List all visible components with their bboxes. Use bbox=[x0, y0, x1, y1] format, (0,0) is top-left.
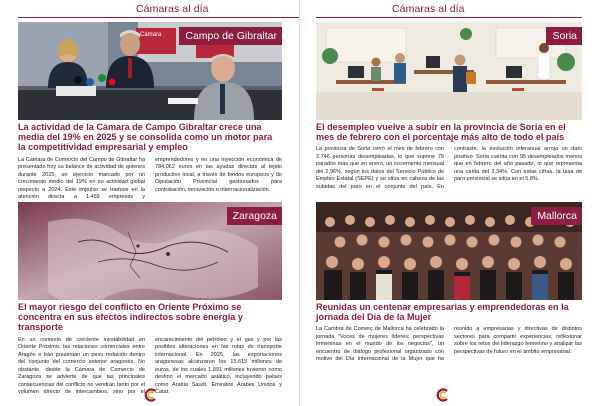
press-conference-photo bbox=[18, 22, 282, 120]
article-body: La provincia de Soria cerró el mes de febrero con 2.746 personas desempleadas, lo que supone 79 parados más que en enero, un incremento mensual del 2,96%, según los datos del Servicio Público de Empleo Estatal (SEPE) y se sitúa en cabeza de las subidas del paro en el conjunto del país. En contraste, la evolución interanual arroja un dato positivo: Soria cuenta con 95 desempleados menos que en febrero del año pasado, lo que representa una caída del 3,34%. Con estas cifras, la tasa de paro provincial se sitúa en el 5,8%. bbox=[316, 146, 582, 190]
article-title[interactable]: Reunidas un centenar empresarias y emprendedoras en la jornada del Día de la Mujer bbox=[316, 302, 569, 323]
article-campo-gibraltar bbox=[18, 22, 282, 202]
article-title[interactable]: La actividad de la Cámara de Campo Gibraltar crece una media del 19% en 2025 y se consolida como un motor para la competitividad empresarial y empleo bbox=[18, 122, 273, 153]
section-header: Cámaras al día bbox=[136, 3, 209, 15]
office-illustration bbox=[316, 22, 582, 120]
svg-text:Cámara: Cámara bbox=[140, 32, 162, 38]
article-title[interactable]: El mayor riesgo del conflicto en Oriente Próximo se concentra en sus efectos indirectos sobre energía y transporte bbox=[18, 302, 243, 333]
article-body: En un contexto de creciente inestabilidad en Oriente Próximo, las relaciones comerciales entre Aragón e Irán presentan un peso reducido dentro del conjunto del comercio exterior aragonés. No obstante, desde la Cámara de Comercio de Zaragoza se advierte de que las principales consecuencias del conflicto no vendrán tanto por el volumen directo de intercambios, sino por el encarecimiento del petróleo y el gas y por las posibles alteraciones en las rutas de transporte internacional. En 2025, las exportaciones aragonesas alcanzaron los 15.615 millones de euros, de los cuales 1.891 millones tuvieron como destino el mercado asiático, incluyendo países como Arabia Saudí, Emiratos Árabes Unidos y Catar. bbox=[18, 336, 282, 396]
location-tag: Campo de Gibraltar bbox=[179, 27, 282, 45]
header-rule bbox=[316, 17, 582, 18]
group-photo bbox=[316, 202, 582, 300]
article-title[interactable]: El desempleo vuelve a subir en la provincia de Soria en el mes de febrero con el porcentaje más alto de todo el país bbox=[316, 122, 566, 143]
header-rule bbox=[18, 17, 300, 18]
article-mallorca bbox=[316, 202, 582, 364]
right-page bbox=[300, 0, 600, 406]
article-body: La Cámara de Comercio del Campo de Gibraltar ha presentado hoy su balance de actividad de quienes durante 2025, un ejercicio marcado por un crecimiento medio del 19% en su actividad global respecto a 2024. Este impulso se traduce en la atención directa a 1.469 empresas y emprendedores y en una inyección económica de 784.062 euros en las ayudas directas al tejido productivo local, a través de fondos europeos y de Diputación Provincial gestionados para contratación, innovación e internacionalización. bbox=[18, 156, 282, 201]
camara-logo-icon bbox=[436, 388, 450, 402]
article-zaragoza bbox=[18, 202, 282, 397]
article-soria bbox=[316, 22, 582, 191]
middle-east-map-photo bbox=[18, 202, 282, 300]
article-body: La Cambra de Comerç de Mallorca ha celebrado la jornada "Voces de mujeres líderes: perspectivas femeninas en el mundo de los negocios", un encuentro de diálogo profesional organizado con motivo del Día Internacional de la Mujer que ha reunido a empresarias y directivas de distintos sectores para compartir experiencias, reflexionar sobre los retos del liderazgo femenino y analizar las perspectivas de futuro en el ámbito empresarial. bbox=[316, 326, 582, 363]
location-tag: Mallorca bbox=[531, 207, 582, 225]
camara-logo-icon bbox=[144, 388, 158, 402]
section-header: Cámaras al día bbox=[392, 3, 465, 15]
location-tag: Soria bbox=[546, 27, 582, 45]
location-tag: Zaragoza bbox=[227, 207, 282, 225]
